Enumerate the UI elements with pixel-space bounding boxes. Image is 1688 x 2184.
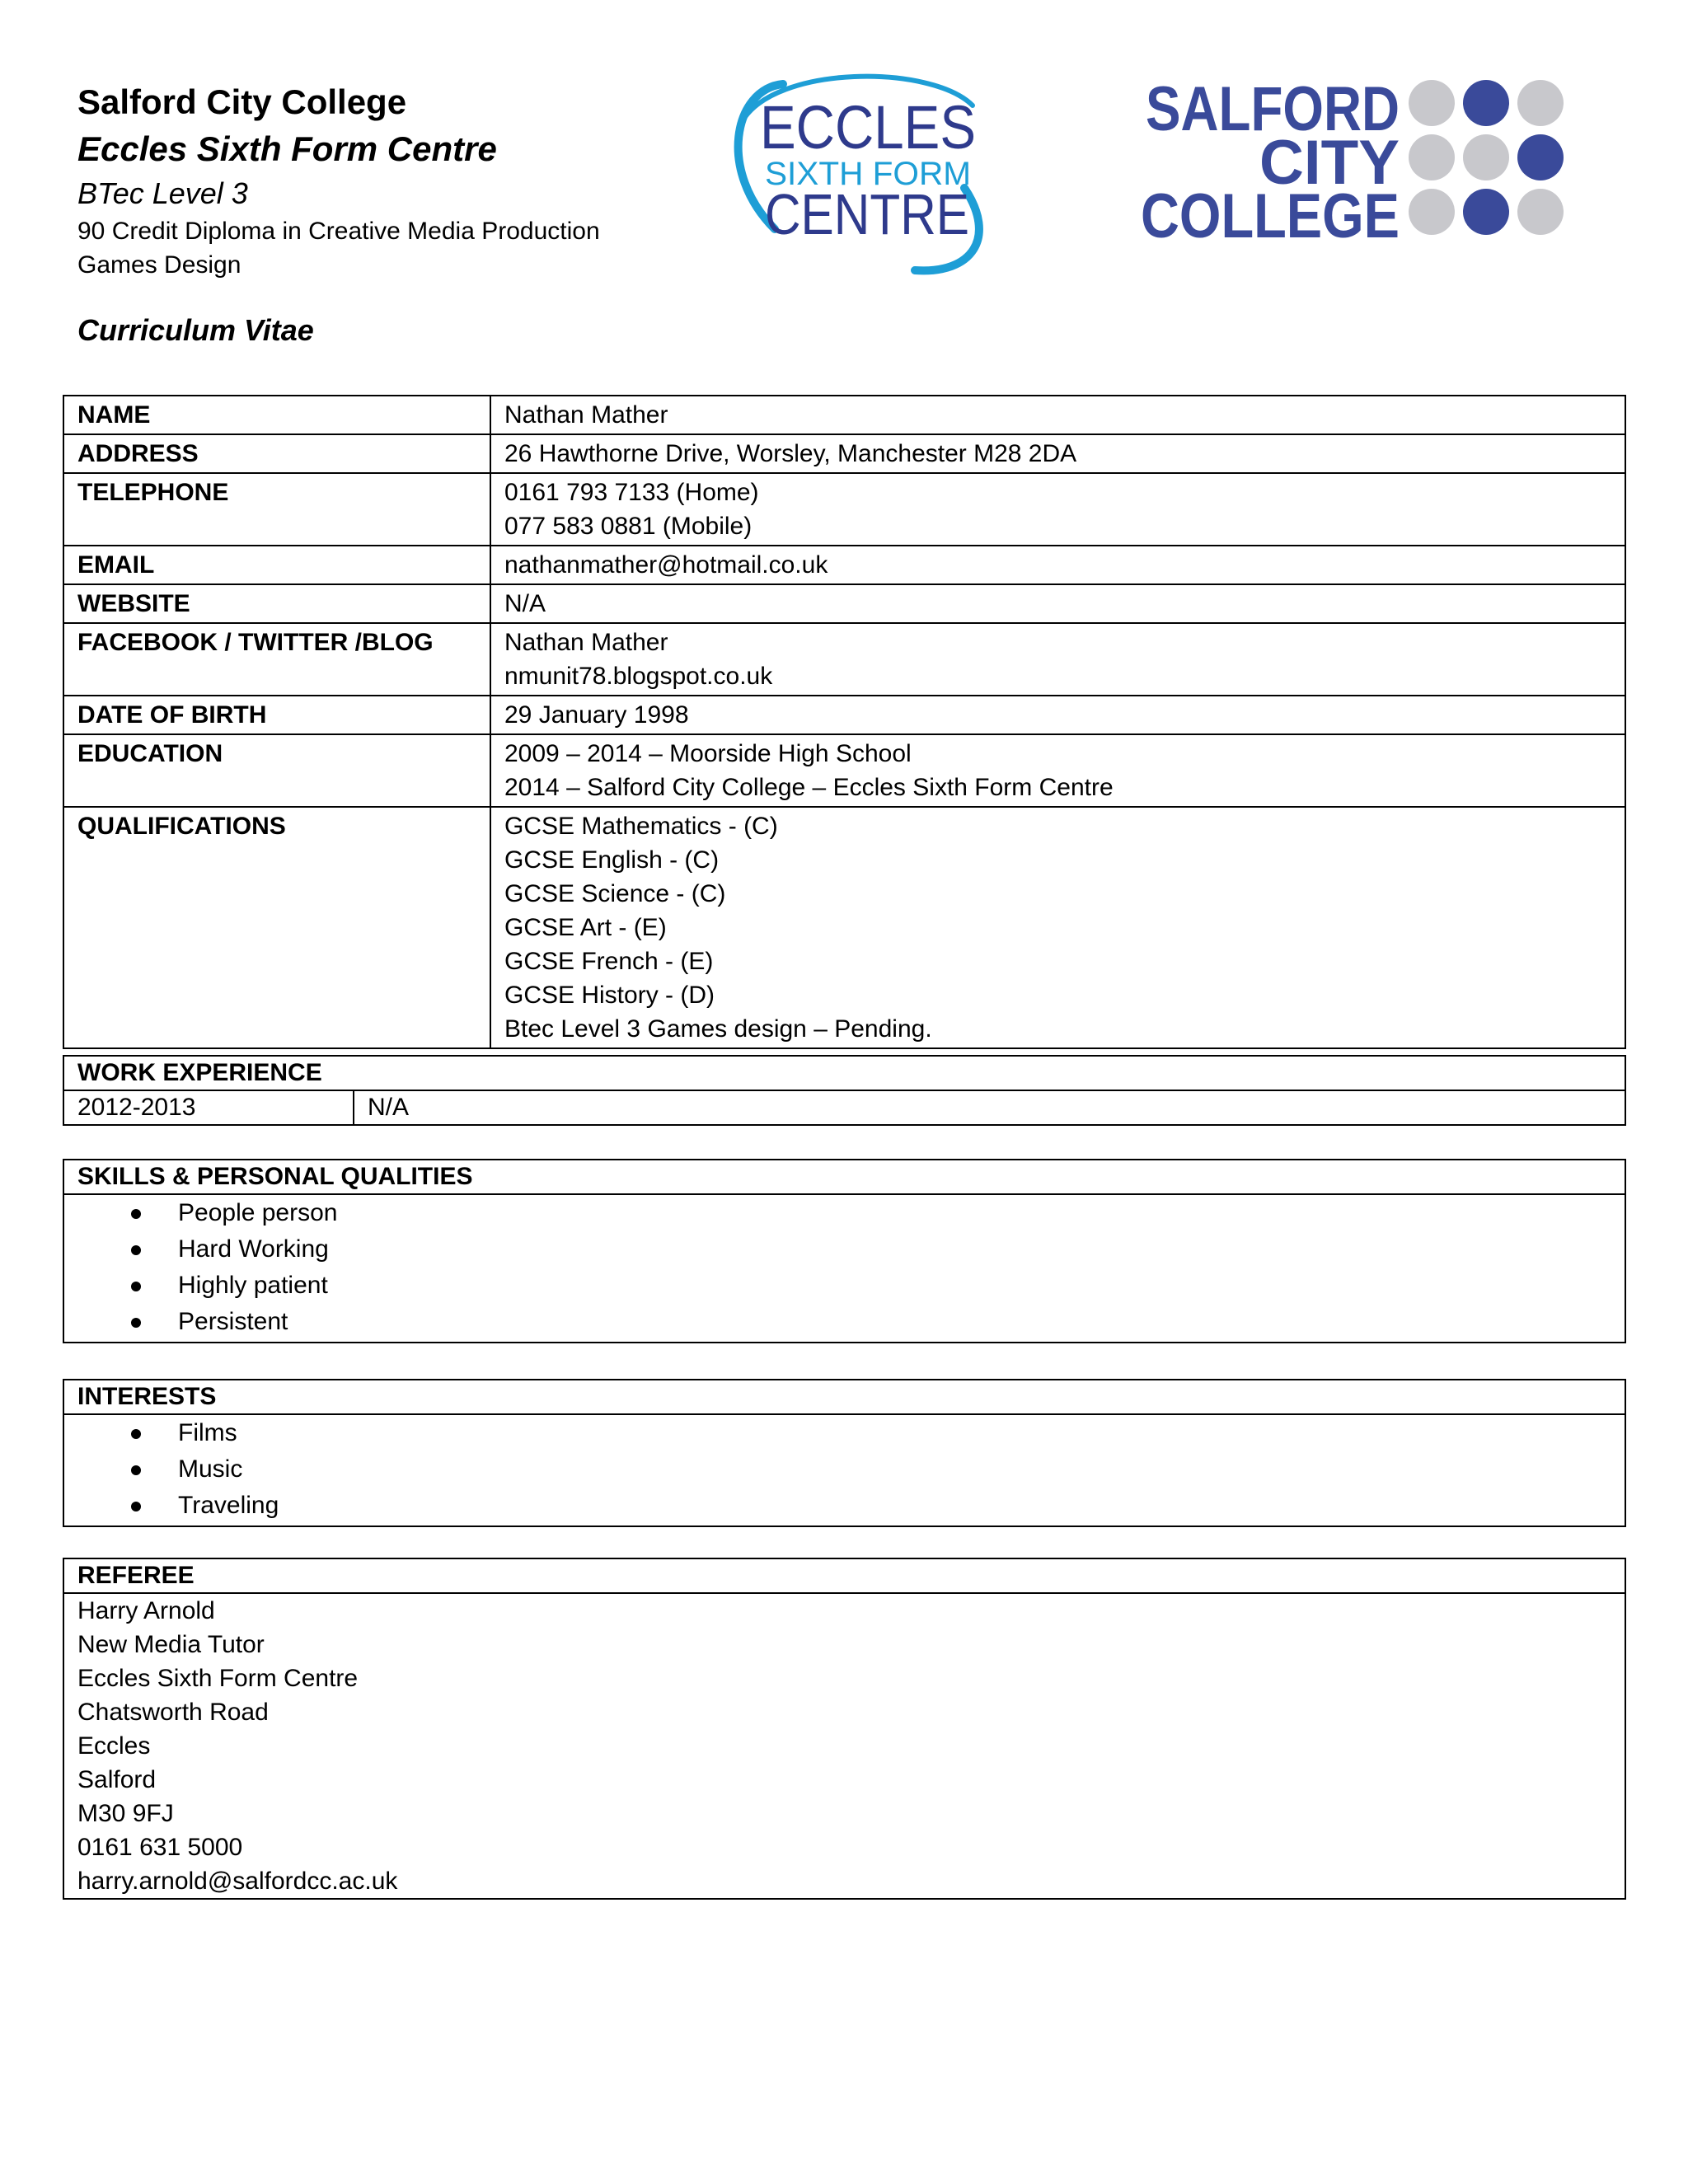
detail-value-cell [490,623,1625,696]
referee-organisation: Eccles Sixth Form Centre [77,1665,359,1692]
detail-value: GCSE English - (C) [504,846,720,874]
logo-dot [1517,134,1564,180]
logo-dot [1409,134,1455,180]
detail-value: nathanmather@hotmail.co.uk [504,551,828,579]
detail-label: NAME [63,396,490,434]
detail-label: DATE OF BIRTH [63,696,490,734]
detail-value: GCSE Science - (C) [504,880,726,907]
detail-value-cell [490,584,1625,623]
salford-logo-line1: SALFORD [1146,74,1400,144]
detail-label: QUALIFICATIONS [63,807,490,1048]
list-item: Persistent [64,1304,1625,1340]
detail-label: TELEPHONE [63,473,490,546]
table-row [63,623,1625,696]
detail-value: GCSE Mathematics - (C) [504,813,778,840]
salford-logo-line3: COLLEGE [1141,181,1400,246]
detail-value: N/A [504,590,546,617]
list-item: Music [64,1451,1625,1488]
details-body [63,396,1625,1048]
detail-value-cell [490,396,1625,434]
detail-value-cell [490,473,1625,546]
detail-value: GCSE French - (E) [504,948,714,975]
table-row [63,396,1625,434]
logo-dot [1517,189,1564,235]
work-experience-row [64,1091,1625,1124]
detail-value-cell [490,807,1625,1048]
table-row [63,584,1625,623]
detail-value: GCSE History - (D) [504,982,715,1009]
skills-title: SKILLS & PERSONAL QUALITIES [64,1160,1625,1195]
detail-value: nmunit78.blogspot.co.uk [504,663,773,690]
work-experience-title: WORK EXPERIENCE [64,1057,1625,1091]
work-detail: N/A [368,1094,410,1121]
logo-dot [1463,189,1509,235]
course-level: BTec Level 3 [77,176,248,210]
table-row [63,696,1625,734]
personal-details-table [63,395,1626,1049]
document-header [77,79,600,282]
skills-section [63,1159,1626,1343]
referee-email: harry.arnold@salfordcc.ac.uk [77,1868,398,1895]
table-row [63,734,1625,807]
interests-title: INTERESTS [64,1380,1625,1415]
interests-section [63,1379,1626,1527]
skills-list [64,1195,1625,1342]
referee-town: Eccles [77,1732,151,1760]
logo-dot [1463,80,1509,126]
salford-city-college-logo [1137,73,1566,246]
referee-phone: 0161 631 5000 [77,1834,243,1861]
detail-value: Btec Level 3 Games design – Pending. [504,1015,932,1043]
referee-title: REFEREE [64,1559,1625,1594]
logo-dot [1517,80,1564,126]
list-item: Films [64,1415,1625,1451]
eccles-logo-line1: ECCLES [760,93,976,162]
referee-details [64,1594,1625,1898]
eccles-logo-line2: SIXTH FORM [765,156,971,192]
detail-value: 2014 – Salford City College – Eccles Sixth Form Centre [504,774,1114,801]
detail-value: 29 January 1998 [504,701,689,729]
detail-value: GCSE Art - (E) [504,914,667,941]
referee-name: Harry Arnold [77,1597,215,1624]
detail-value: 26 Hawthorne Drive, Worsley, Manchester M28 2DA [504,440,1077,467]
table-row [63,546,1625,584]
logo-dot [1409,189,1455,235]
diploma-title: 90 Credit Diploma in Creative Media Production [77,218,600,245]
detail-value: Nathan Mather [504,629,668,656]
list-item: Traveling [64,1488,1625,1524]
work-experience-section [63,1055,1626,1126]
detail-label: WEBSITE [63,584,490,623]
table-row [63,434,1625,473]
work-period: 2012-2013 [64,1091,354,1124]
referee-street: Chatsworth Road [77,1699,269,1726]
college-name: Salford City College [77,82,407,121]
table-row [63,473,1625,546]
table-row [63,807,1625,1048]
document-title: Curriculum Vitae [77,313,314,347]
course-name: Games Design [77,251,241,279]
detail-label: ADDRESS [63,434,490,473]
referee-section [63,1558,1626,1900]
detail-label: EMAIL [63,546,490,584]
eccles-logo-line3: CENTRE [765,182,969,246]
detail-value: Nathan Mather [504,401,668,429]
eccles-sixth-form-logo [725,73,1014,279]
referee-role: New Media Tutor [77,1631,265,1658]
salford-logo-line2: CITY [1259,128,1400,198]
referee-postcode: M30 9FJ [77,1800,174,1827]
detail-value: 0161 793 7133 (Home) [504,479,759,506]
detail-value: 077 583 0881 (Mobile) [504,513,753,540]
referee-city: Salford [77,1766,157,1793]
detail-value-cell [490,546,1625,584]
centre-name: Eccles Sixth Form Centre [77,129,497,168]
detail-value: 2009 – 2014 – Moorside High School [504,740,912,767]
detail-label: FACEBOOK / TWITTER /BLOG [63,623,490,696]
detail-value-cell [490,696,1625,734]
list-item: Hard Working [64,1231,1625,1268]
detail-value-cell [490,434,1625,473]
interests-list [64,1415,1625,1526]
list-item: People person [64,1195,1625,1231]
logo-dot [1409,80,1455,126]
detail-value-cell [490,734,1625,807]
logo-dot [1463,134,1509,180]
list-item: Highly patient [64,1268,1625,1304]
detail-label: EDUCATION [63,734,490,807]
